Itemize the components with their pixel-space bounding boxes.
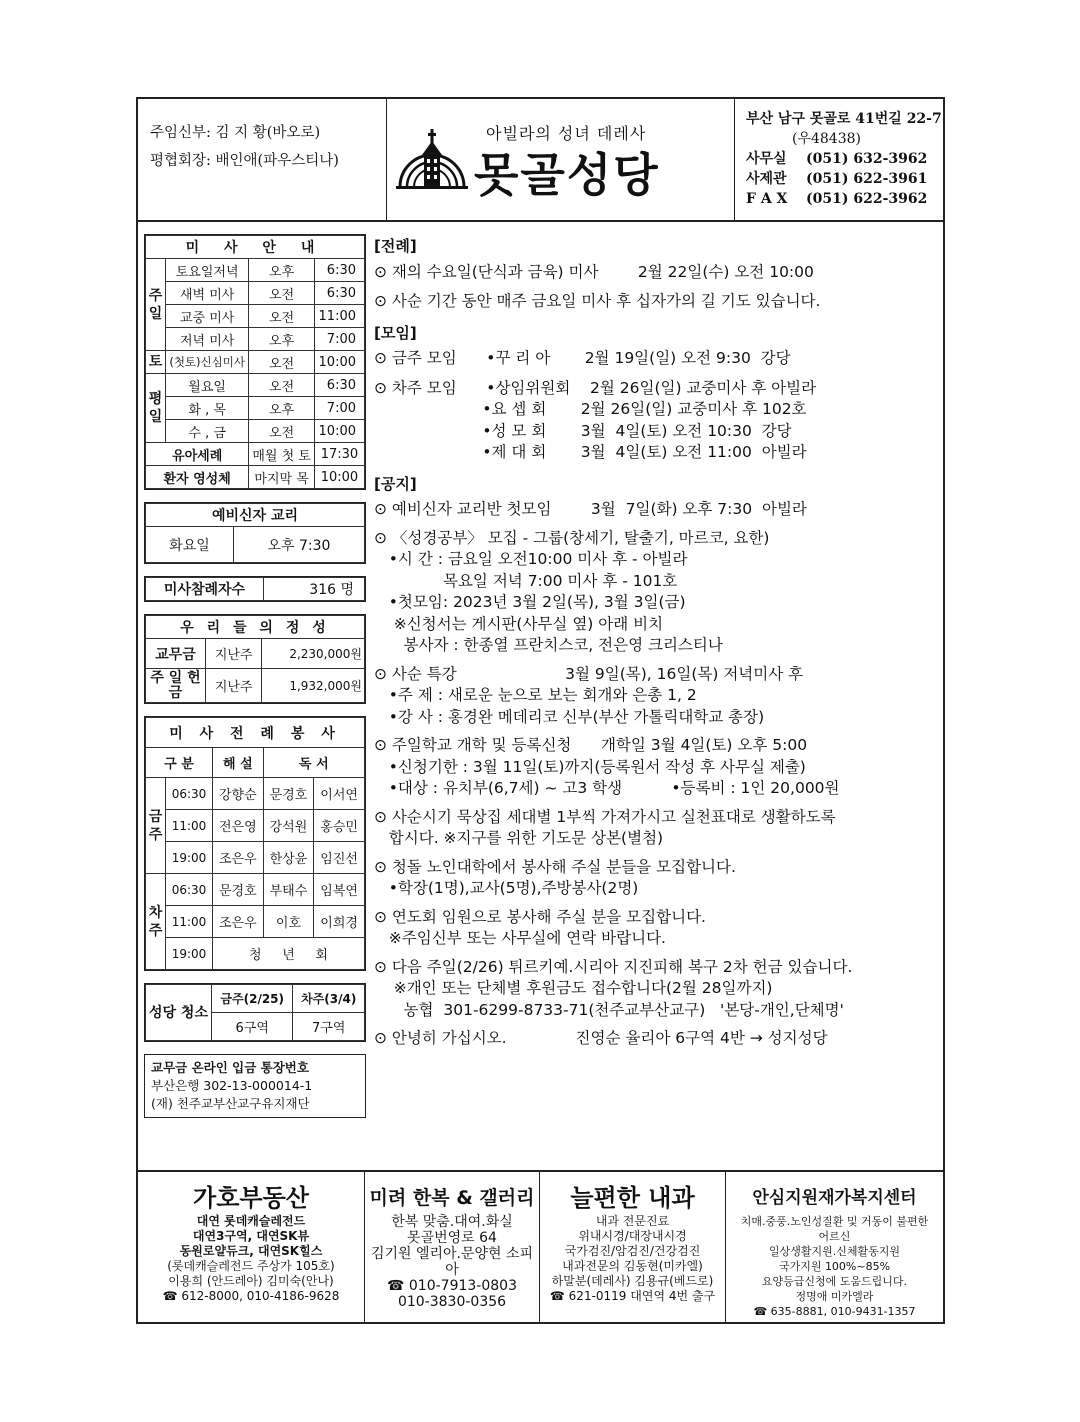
notices-line: ⊙ 〈성경공부〉 모집 - 그룹(창세기, 탈출기, 마르코, 요한) [374,528,770,547]
notices-line: •첫모임: 2023년 3월 2일(목), 3월 3일(금) [374,593,686,611]
notices-line: •시 간 : 금요일 오전10:00 미사 후 - 아빌라 [374,550,688,568]
mass-schedule-box: 미 사 안 내 주일 토요일저녁 오후 6:30 새벽 미사 오전 6:30 교중 미사 오전 11:00 저녁 미사 오후 7:00 토 (첫토)신심미사 오전 10:00 평일 월요일 오전 6:30 화 , 목 오후 7:00 수 , 금 오전 10:00 유아세례 매월 첫 토 17:30 환자 영성체 마지막 목 10:00 [144,234,366,490]
ad-name: 늘편한 내과 [570,1184,695,1212]
church-logo-icon [396,129,468,191]
ad-line: 대연 롯데캐슬레전드 [196,1214,306,1228]
meetings-section [374,348,942,464]
ad-line: ☎ 635-8881, 010-9431-1357 [753,1305,916,1318]
meetings-line: •제 대 회 3월 4일(토) 오전 11:00 아빌라 [374,443,807,461]
ad-line: 어르신 [818,1230,851,1243]
notices-line: ⊙ 예비신자 교리반 첫모임 3월 7일(화) 오후 7:30 아빌라 [374,500,807,518]
notices-line: 목요일 저녁 7:00 미사 후 - 101호 [374,571,678,590]
cleaning-this-week: 6구역 [212,1013,293,1041]
ad-hanbok [365,1172,540,1324]
council-president: 평협회장: 배인애(파우스티나) [150,153,339,169]
ad-welfare-center [726,1172,943,1324]
youth-group: 청 년 회 [212,938,364,970]
this-week-label: 금주 [146,778,166,874]
account-holder: (재) 천주교부산교구유지재단 [151,1096,310,1111]
next-week-label: 차주 [146,874,166,970]
notices-line: •강 사 : 홍경완 메데리코 신부(부산 가톨릭대학교 총장) [374,707,765,726]
sunday-offering-amount: 1,932,000원 [262,669,365,703]
catechumen-box [144,502,366,564]
attendance-label: 미사참례자수 [146,578,264,601]
catechumen-title: 예비신자 교리 [146,504,365,527]
mass-schedule-title: 미 사 안 내 [146,236,365,259]
ad-clinic [540,1172,726,1324]
main-content [374,232,942,1050]
saturday-label: 토 [146,351,166,374]
ad-line: 하말분(데레사) 김용규(베드로) [551,1274,714,1288]
tithe-amount: 2,230,000원 [262,639,365,669]
notices-line: ⊙ 연도회 임원으로 봉사해 주실 분을 모집합니다. [374,907,706,926]
notices-heading: [공지] [374,474,417,493]
account-box [144,1054,366,1118]
fax-number: (051) 622-3962 [806,191,928,207]
catechumen-day: 화요일 [146,527,234,563]
notices-line: ⊙ 청돌 노인대학에서 봉사해 주실 분들을 모집합니다. [374,857,736,876]
ad-line: ☎ 010-7913-0803 [387,1278,517,1294]
ad-name: 미려 한복 & 갤러리 [369,1187,535,1209]
liturgy-heading: [전례] [374,237,417,255]
notices-line: ⊙ 사순시기 묵상집 세대별 1부씩 가져가시고 실천표대로 생활하도록 [374,807,836,826]
meetings-line: •성 모 회 3월 4일(토) 오전 10:30 강당 [374,421,792,440]
liturgy-line: ⊙ 사순 기간 동안 매주 금요일 미사 후 십자가의 길 기도 있습니다. [374,292,821,310]
meetings-line: ⊙ 금주 모임 •꾸 리 아 2월 19일(일) 오전 9:30 강당 [374,349,791,367]
ad-line: 정명애 미카엘라 [795,1290,874,1303]
parish-title: 못골성당 [474,148,660,202]
ad-line: 010-3830-0356 [397,1294,507,1310]
bulletin-frame [136,97,945,1324]
ad-name: 가호부동산 [193,1184,309,1212]
parish-address: 부산 남구 못골로 41번길 22-7 [746,111,942,127]
offerings-box: 우 리 들 의 정 성 교무금 지난주 2,230,000원 주 일 헌 금 지난주 1,932,000원 [144,614,366,704]
contact-info: 부산 남구 못골로 41번길 22-7 (우48438) 사무실 (051) 632-3962 사제관 (051) 622-3961 F A X (051) 622-3962 [746,111,942,207]
notices-line: ⊙ 안녕히 가십시오. 진영순 율리아 6구역 4반 → 성지성당 [374,1029,828,1047]
notices-line: ※신청서는 게시판(사무실 옆) 아래 비치 [374,614,664,633]
cleaning-box: 성당 청소 금주(2/25) 차주(3/4) 6구역 7구역 [144,983,366,1042]
bulletin-header [138,99,943,222]
ad-line: 못골번영로 64 [407,1230,497,1246]
ad-line: 내과 전문진료 [595,1214,670,1228]
ad-line: 이용희 (안드레아) 김미숙(안나) [168,1274,334,1288]
servers-box: 미 사 전 례 봉 사 구 분 해 설 독 서 금주 06:30 강향순 문경호 이서연 11:00 전은영 강석원 홍승민 19:00 조은우 한상윤 임진선 차주 06:30 문경호 부태수 임복연 11:00 조은우 이호 이희경 19:00 청 년 회 [144,716,366,971]
attendance-box [144,576,366,602]
pastor-name: 주임신부: 김 지 황(바오로) [150,125,321,141]
ad-line: 국가지원 100%~85% [778,1260,891,1273]
account-title: 교무금 온라인 입금 통장번호 [151,1060,309,1075]
ad-line: 내과전문의 김동현(미카엘) [562,1259,703,1273]
notices-line: ⊙ 사순 특강 3월 9일(목), 16일(목) 저녁미사 후 [374,664,804,683]
ad-real-estate [138,1172,365,1324]
ad-line: 한복 맞춤.대여.화실 [391,1214,513,1230]
ad-name: 안심지원재가복지센터 [752,1188,917,1208]
sunday-label: 주일 [146,259,166,351]
ad-line: ☎ 612-8000, 010-4186-9628 [162,1289,340,1303]
ad-line: 일상생활지원.신체활동지원 [768,1245,900,1258]
zip-code: (우48438) [792,131,861,147]
notices-line: 농협 301-6299-8733-71(천주교부산교구) '본당-개인,단체명' [374,1000,844,1019]
cleaning-next-week: 7구역 [293,1013,365,1041]
notices-section [374,499,942,1050]
baptism-label: 유아세례 [146,443,249,466]
notices-line: •학장(1명),교사(5명),주방봉사(2명) [374,879,639,897]
meetings-line: ⊙ 차주 모임 •상임위원회 2월 26일(일) 교중미사 후 아빌라 [374,378,817,397]
notices-line: ※개인 또는 단체별 후원금도 접수합니다(2월 28일까지) [374,979,773,997]
notices-line: ※주임신부 또는 사무실에 연락 바랍니다. [374,929,666,947]
left-sidebar [144,234,366,1130]
cleaning-label: 성당 청소 [146,985,212,1041]
ad-line: (롯데캐슬레전드 주상가 105호) [167,1259,335,1273]
ad-line: ☎ 621-0119 대연역 4번 출구 [549,1289,716,1303]
liturgy-section [374,262,942,313]
notices-line: 합시다. ※지구를 위한 기도문 상본(별첨) [374,829,664,847]
rectory-phone: (051) 622-3961 [806,171,928,187]
ad-line: 동원로얄듀크, 대연SK힐스 [179,1244,323,1258]
liturgy-line: ⊙ 재의 수요일(단식과 금육) 미사 2월 22일(수) 오전 10:00 [374,262,814,281]
ad-line: 대연3구역, 대연SK뷰 [192,1229,310,1243]
ad-line: 요양등급신청에 도움드립니다. [761,1275,908,1288]
catechumen-time: 오후 7:30 [233,527,364,563]
account-number: 부산은행 302-13-000014-1 [151,1078,313,1093]
notices-line: ⊙ 다음 주일(2/26) 튀르키예.시리아 지진피해 복구 2차 헌금 있습니다. [374,957,853,976]
notices-line: 봉사자 : 한종열 프란치스코, 전은영 크리스티나 [374,636,723,654]
servers-title: 미 사 전 례 봉 사 [146,718,365,748]
ad-line: 김기원 엘리아.문양현 소피아 [370,1246,534,1278]
meetings-line: •요 셉 회 2월 26일(일) 교중미사 후 102호 [374,400,807,418]
weekday-label: 평일 [146,374,166,443]
ad-line: 국가검진/암검진/건강검진 [564,1244,701,1258]
offerings-title: 우 리 들 의 정 성 [146,616,365,639]
ad-line: 치매.중풍.노인성질환 및 거동이 불편한 [740,1215,929,1228]
sick-communion-label: 환자 영성체 [146,466,249,489]
office-phone: (051) 632-3962 [806,151,928,167]
advertisements [138,1170,943,1322]
notices-line: ⊙ 주일학교 개학 및 등록신청 개학일 3월 4일(토) 오후 5:00 [374,736,808,754]
ad-line: 위내시경/대장내시경 [578,1229,687,1243]
notices-line: •대상 : 유치부(6,7세) ~ 고3 학생 •등록비 : 1인 20,000원 [374,779,840,797]
notices-line: •신청기한 : 3월 11일(토)까지(등록원서 작성 후 사무실 제출) [374,757,806,776]
patron-saint: 아빌라의 성녀 데레사 [486,124,647,143]
notices-line: •주 제 : 새로운 눈으로 보는 회개와 은총 1, 2 [374,686,697,704]
meetings-heading: [모임] [374,323,417,342]
attendance-count: 316 명 [264,578,365,601]
clergy-info [150,119,339,175]
